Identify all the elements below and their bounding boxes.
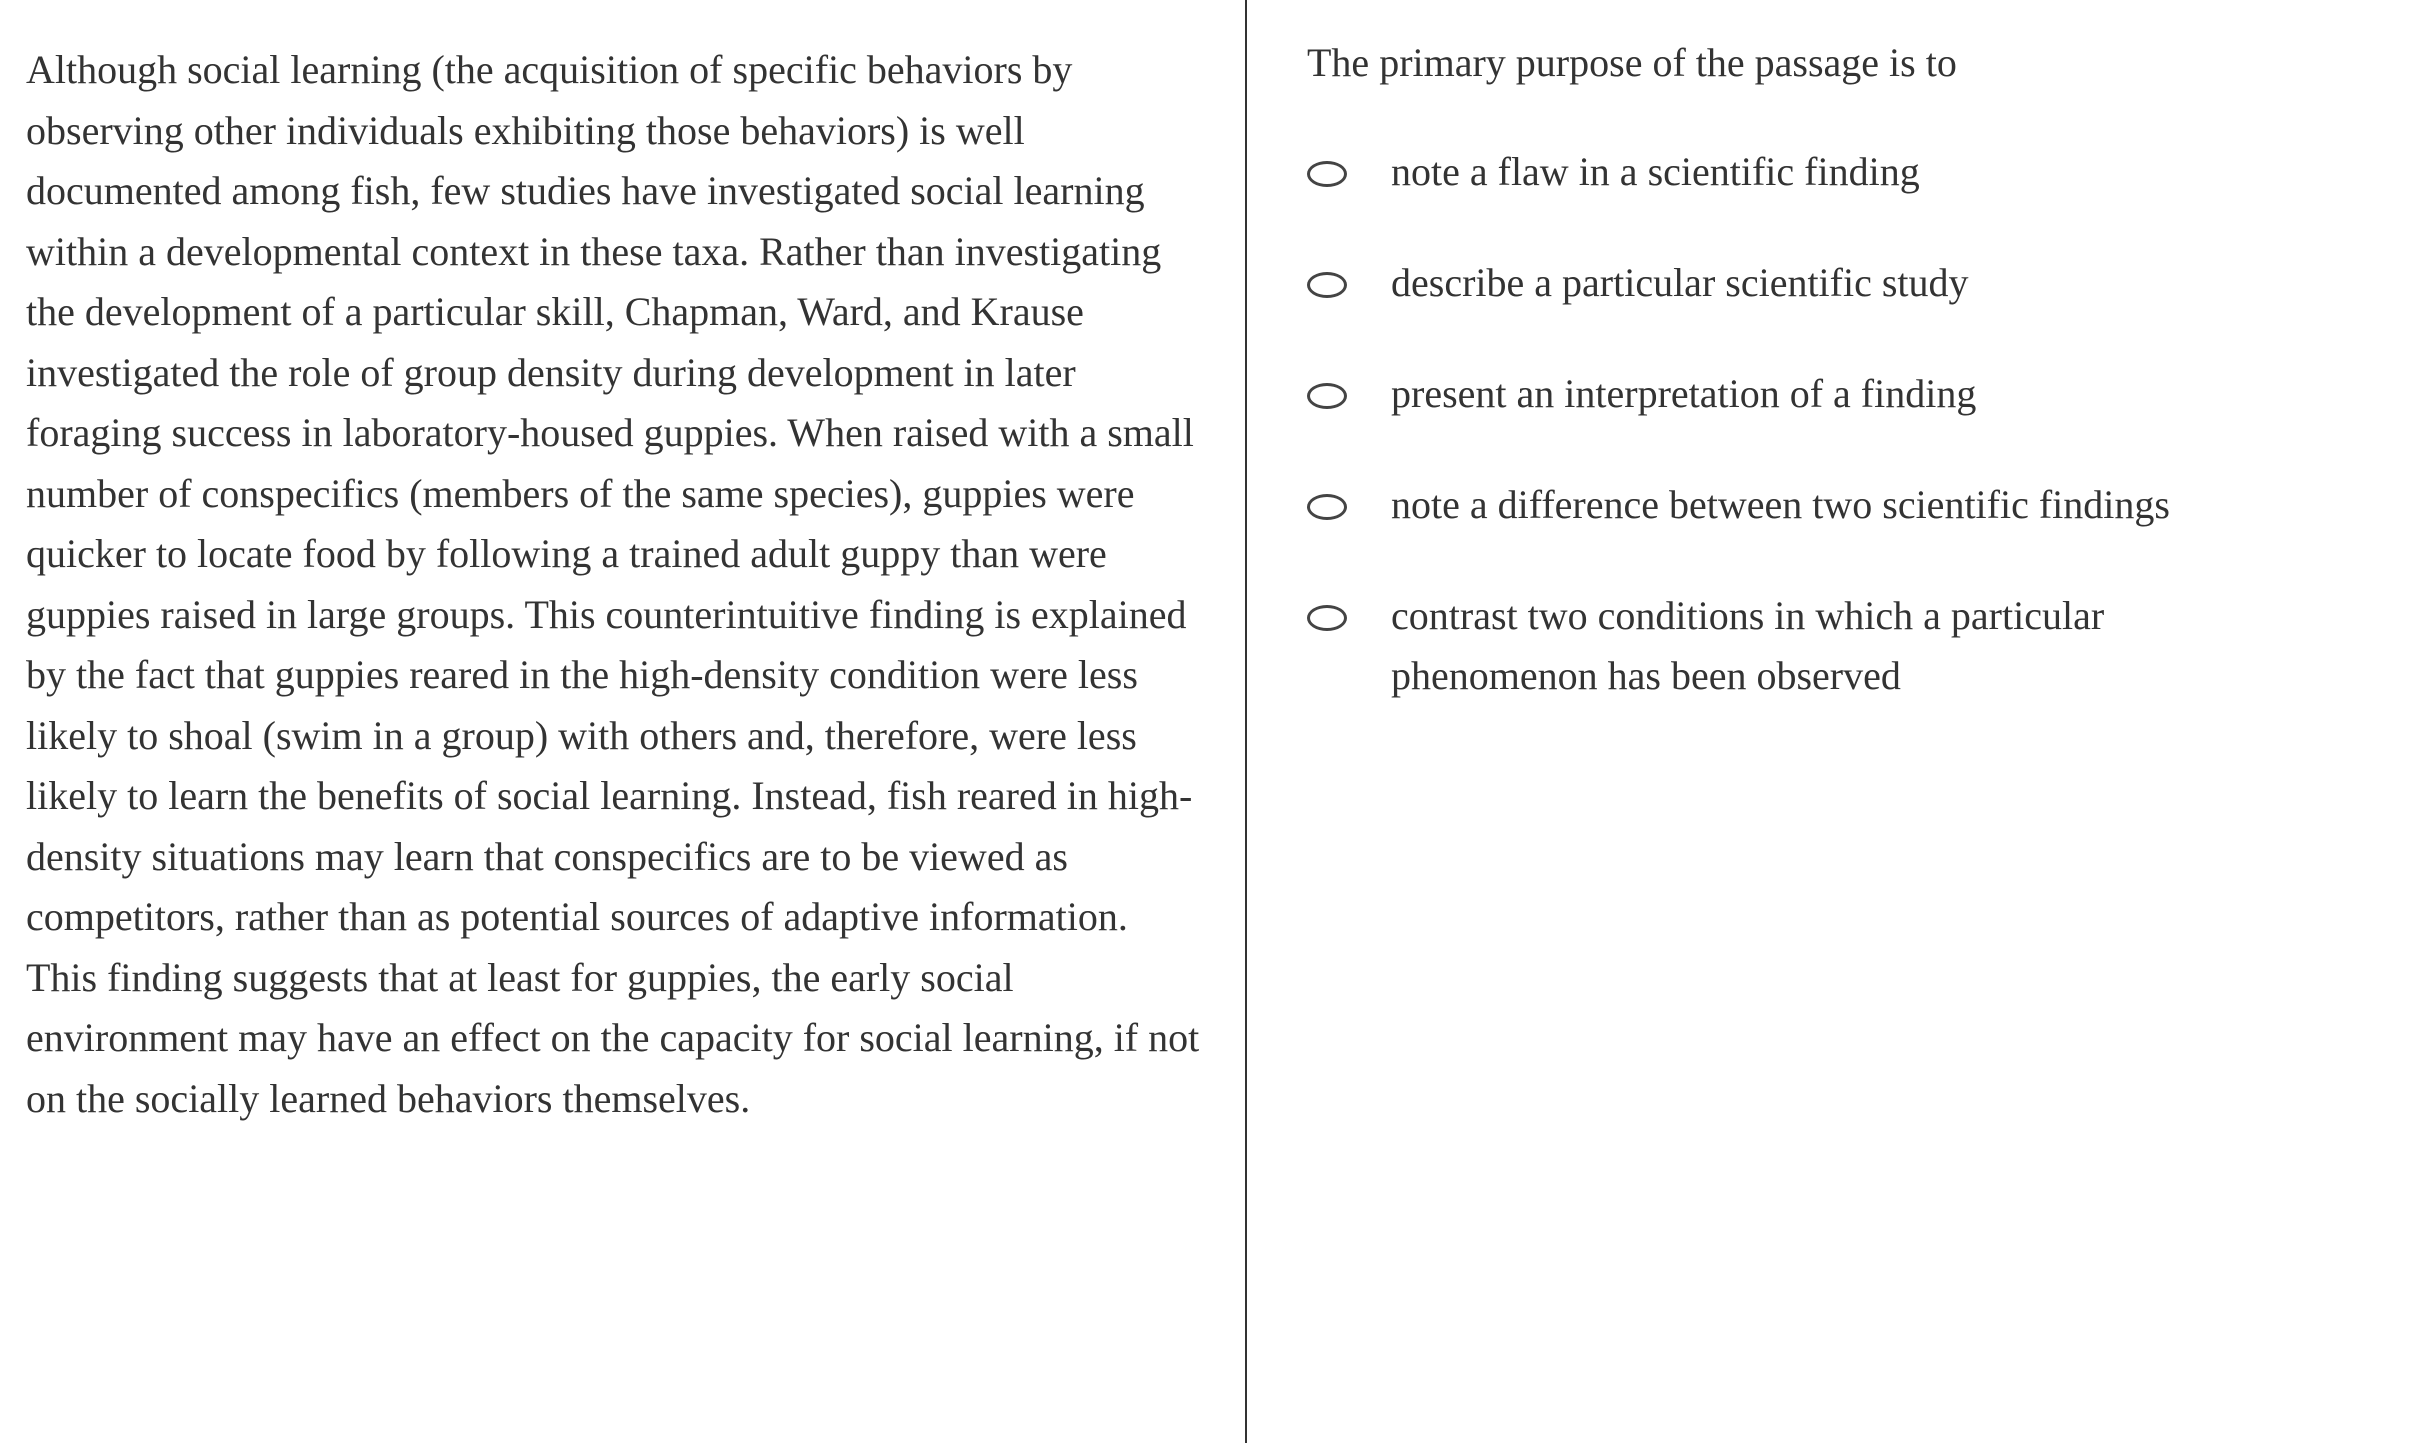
question-pane [1247, 0, 2411, 1443]
answer-choice-a[interactable] [1307, 142, 2251, 202]
answer-choice-label: note a flaw in a scientific finding [1391, 149, 1920, 194]
radio-button-icon[interactable] [1307, 161, 1347, 187]
answer-choice-label: contrast two conditions in which a particular phenomenon has been observed [1391, 593, 2105, 698]
radio-button-icon[interactable] [1307, 272, 1347, 298]
passage-text: Although social learning (the acquisition of specific behaviors by observing other individuals exhibiting those behaviors) is well documented among fish, few studies have investigated social learning within a developmental context in these taxa. Rather than investigating the development of a particular skill, Chapman, Ward, and Krause investigated the role of group density during development in later foraging success in laboratory-housed guppies. When raised with a small number of conspecifics (members of the same species), guppies were quicker to locate food by following a trained adult guppy than were guppies raised in large groups. This counterintuitive finding is explained by the fact that guppies reared in the high-density condition were less likely to shoal (swim in a group) with others and, therefore, were less likely to learn the benefits of social learning. Instead, fish reared in high-density situations may learn that conspecifics are to be viewed as competitors, rather than as potential sources of adaptive information. This finding suggests that at least for guppies, the early social environment may have an effect on the capacity for social learning, if not on the socially learned behaviors themselves. [26, 47, 1200, 1121]
answer-choice-d[interactable] [1307, 475, 2251, 535]
radio-button-icon[interactable] [1307, 605, 1347, 631]
answer-choice-label: note a difference between two scientific findings [1391, 482, 2170, 527]
answer-choice-c[interactable] [1307, 364, 2251, 424]
answer-choice-label: describe a particular scientific study [1391, 260, 1969, 305]
answer-choice-b[interactable] [1307, 253, 2251, 313]
answer-choices [1307, 142, 2251, 757]
answer-choice-label: present an interpretation of a finding [1391, 371, 1977, 416]
question-stem: The primary purpose of the passage is to [1307, 40, 1957, 85]
radio-button-icon[interactable] [1307, 383, 1347, 409]
answer-choice-e[interactable] [1307, 586, 2251, 706]
radio-button-icon[interactable] [1307, 494, 1347, 520]
